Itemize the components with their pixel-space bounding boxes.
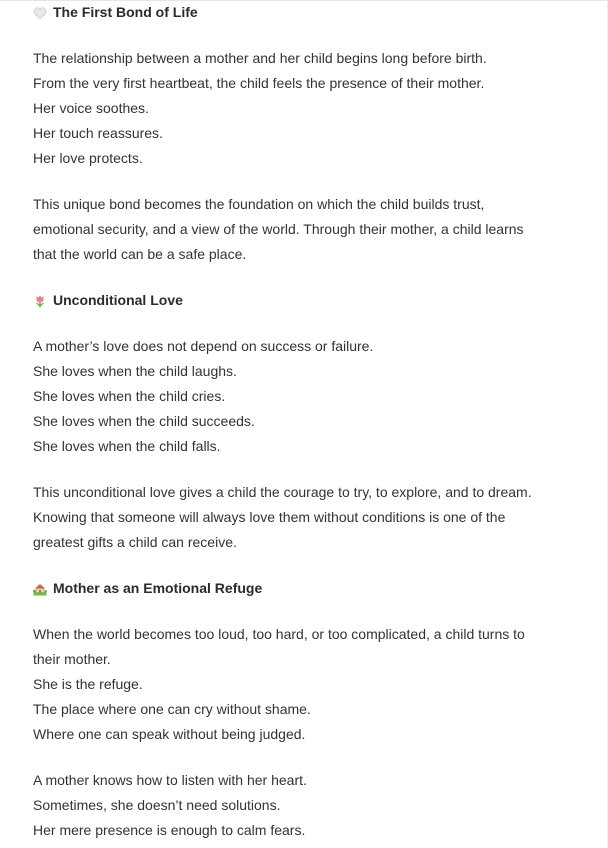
house-with-garden-icon bbox=[33, 582, 47, 596]
section-title: Unconditional Love bbox=[53, 292, 183, 308]
text-line: that the world can be a safe place. bbox=[33, 246, 247, 262]
text-line: This unique bond becomes the foundation on which the child builds trust, bbox=[33, 196, 485, 212]
text-line: A mother knows how to listen with her heart. bbox=[33, 772, 307, 788]
section-title: Mother as an Emotional Refuge bbox=[53, 580, 263, 596]
text-line: She loves when the child cries. bbox=[33, 388, 226, 404]
white-heart-icon bbox=[33, 6, 47, 20]
text-line: Her love protects. bbox=[33, 150, 143, 166]
text-line: The place where one can cry without shame. bbox=[33, 701, 311, 717]
section-heading bbox=[33, 288, 593, 313]
text-line: She loves when the child laughs. bbox=[33, 363, 237, 379]
section-heading bbox=[33, 0, 593, 25]
text-line: Where one can speak without being judged. bbox=[33, 726, 306, 742]
text-line: Her voice soothes. bbox=[33, 100, 149, 116]
tulip-icon bbox=[33, 294, 47, 308]
text-line: A mother’s love does not depend on success or failure. bbox=[33, 338, 374, 354]
text-line: This unconditional love gives a child the courage to try, to explore, and to dream. bbox=[33, 484, 532, 500]
text-line: Her touch reassures. bbox=[33, 125, 163, 141]
paragraph bbox=[33, 334, 593, 459]
paragraph bbox=[33, 622, 593, 747]
section-title: The First Bond of Life bbox=[53, 4, 198, 20]
paragraph bbox=[33, 480, 593, 555]
text-line: She loves when the child falls. bbox=[33, 438, 221, 454]
text-line: Knowing that someone will always love them without conditions is one of the bbox=[33, 509, 506, 525]
text-line: emotional security, and a view of the world. Through their mother, a child learns bbox=[33, 221, 524, 237]
text-line: She loves when the child succeeds. bbox=[33, 413, 255, 429]
text-line: The relationship between a mother and her child begins long before birth. bbox=[33, 50, 487, 66]
section-heading bbox=[33, 576, 593, 601]
paragraph bbox=[33, 768, 593, 843]
text-line: She is the refuge. bbox=[33, 676, 143, 692]
text-line: greatest gifts a child can receive. bbox=[33, 534, 237, 550]
text-line: their mother. bbox=[33, 651, 111, 667]
text-line: From the very first heartbeat, the child feels the presence of their mother. bbox=[33, 75, 485, 91]
paragraph bbox=[33, 192, 593, 267]
paragraph bbox=[33, 46, 593, 171]
text-line: When the world becomes too loud, too hard, or too complicated, a child turns to bbox=[33, 626, 525, 642]
text-line: Her mere presence is enough to calm fears. bbox=[33, 822, 306, 838]
document-body bbox=[33, 0, 593, 843]
text-line: Sometimes, she doesn’t need solutions. bbox=[33, 797, 281, 813]
